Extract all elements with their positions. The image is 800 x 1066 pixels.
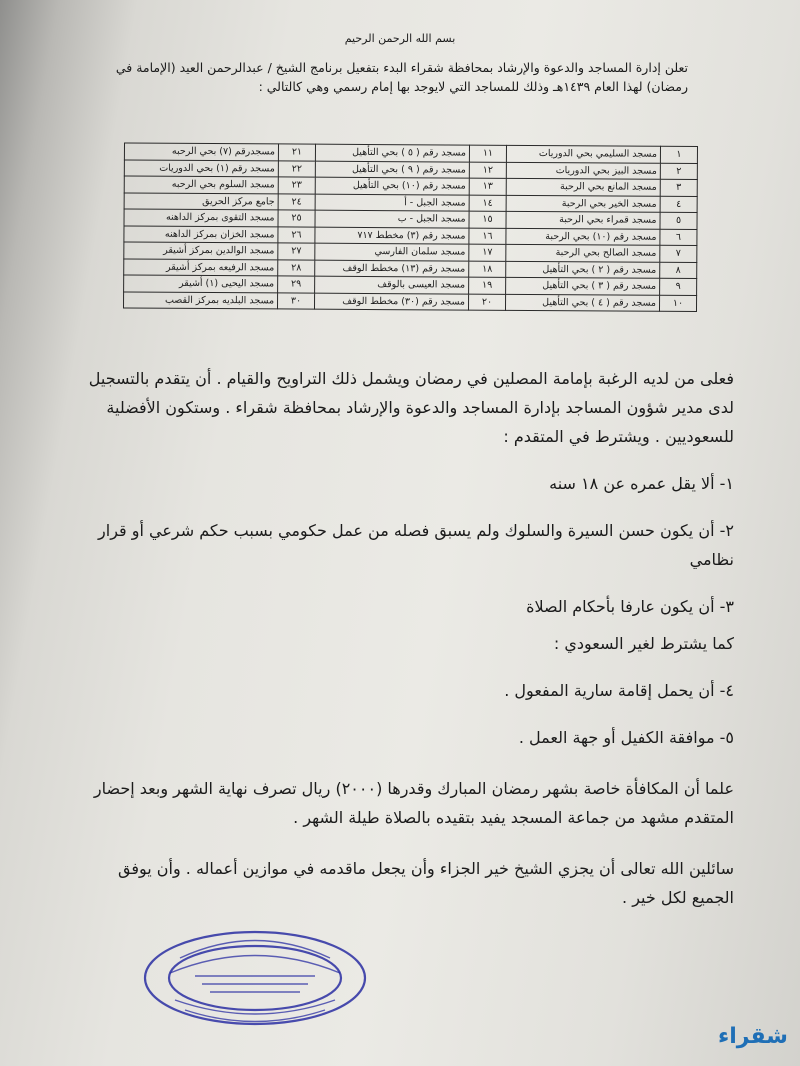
mosque-name-cell: مسجد اليحيى (١) أشيقر — [124, 275, 278, 292]
mosque-number-cell: ١٩ — [469, 277, 506, 294]
mosque-name-cell: مسجدرقم (٧) بحي الرحبه — [124, 143, 278, 160]
mosque-name-cell: جامع مركز الحريق — [124, 192, 278, 209]
mosque-number-cell: ٢١ — [278, 144, 315, 161]
mosque-name-cell: مسجد رقم (١٠) بحي التأهيل — [315, 177, 469, 194]
table-row — [123, 291, 696, 311]
mosque-name-cell: مسجد رقم (١٣) مخطط الوقف — [315, 260, 469, 277]
mosque-number-cell: ١٣ — [469, 178, 506, 195]
mosque-name-cell: مسجد رقم ( ٤ ) بحي التأهيل — [505, 294, 659, 311]
mosque-number-cell: ١٨ — [469, 261, 506, 278]
closing-paragraph: سائلين الله تعالى أن يجزي الشيخ خير الجزاء وأن يجعل ماقدمه في موازين أعماله . وأن يوفق الجميع لكل خير . — [117, 859, 734, 907]
mosque-number-cell: ٢٣ — [278, 177, 315, 194]
mosque-number-cell: ٣٠ — [277, 292, 314, 309]
mosque-number-cell: ٢٨ — [278, 259, 315, 276]
mosque-number-cell: ٢٥ — [278, 210, 315, 227]
mosque-number-cell: ٦ — [660, 229, 697, 246]
mosque-number-cell: ١١ — [469, 145, 506, 162]
announcement-intro: تعلن إدارة المساجد والدعوة والإرشاد بمحافظة شقراء البدء بتفعيل برنامج الشيخ / عبدالرحمن العيد (الإمامة في رمضان) لهذا العام ١٤٣٩هـ وذلك للمساجد التي لايوجد بها إمام رسمي وهي كالتالي : — [115, 60, 688, 94]
mosque-name-cell: مسجد رقم ( ٣ ) بحي التأهيل — [506, 277, 660, 294]
condition-sponsor-approval: ٥- موافقة الكفيل أو جهة العمل . — [518, 728, 734, 747]
condition-age: ١- ألا يقل عمره عن ١٨ سنه — [549, 474, 734, 493]
mosque-name-cell: مسجد السليمي بحي الدوريات — [506, 145, 660, 162]
mosque-number-cell: ١ — [660, 146, 697, 163]
mosque-name-cell: مسجد العيسى بالوقف — [315, 276, 469, 293]
mosque-name-cell: مسجد الصالح بحي الرحبة — [506, 244, 660, 261]
mosque-number-cell: ٣ — [660, 179, 697, 196]
mosque-number-cell: ٢٧ — [278, 243, 315, 260]
ministry-seal-stamp-icon — [140, 928, 370, 1028]
mosque-name-cell: مسجد الرفيعه بمركز أشيقر — [124, 258, 278, 275]
mosque-name-cell: مسجد رقم (١٠) بحي الرحبة — [506, 228, 660, 245]
mosque-name-cell: مسجد السلوم بحي الرحبه — [124, 176, 278, 193]
bismillah-heading: بسم الله الرحمن الرحيم — [344, 32, 456, 45]
mosque-number-cell: ١٢ — [469, 162, 506, 179]
mosques-table — [123, 142, 698, 312]
mosque-name-cell: مسجد رقم ( ٢ ) بحي التأهيل — [506, 261, 660, 278]
mosque-number-cell: ١٧ — [469, 244, 506, 261]
condition-prayer-knowledge: ٣- أن يكون عارفا بأحكام الصلاة — [526, 597, 734, 616]
mosque-number-cell: ٢٦ — [278, 226, 315, 243]
mosque-name-cell: مسجد الخير بحي الرحبة — [506, 195, 660, 212]
mosque-number-cell: ٢٠ — [468, 294, 505, 311]
mosque-name-cell: مسجد رقم (١) بحي الدوريات — [124, 159, 278, 176]
mosque-number-cell: ٢٩ — [278, 276, 315, 293]
mosque-name-cell: مسجد البيز بحي الدوريات — [506, 162, 660, 179]
mosque-number-cell: ١٥ — [469, 211, 506, 228]
mosque-name-cell: مسجد الخزان بمركز الداهنه — [124, 225, 278, 242]
registration-paragraph: فعلى من لديه الرغبة بإمامة المصلين في رمضان ويشمل ذلك التراويح والقيام . أن يتقدم بالتسجيل لدى مدير شؤون المساجد بإدارة المساجد والدعوة والإرشاد بمحافظة شقراء . وستكون الأفضلية للسعوديين . ويشترط في المتقدم : — [88, 369, 734, 446]
mosque-name-cell: مسجد رقم ( ٩ ) بحي التأهيل — [315, 161, 469, 178]
mosque-number-cell: ٢ — [660, 163, 697, 180]
mosque-number-cell: ٥ — [660, 212, 697, 229]
mosque-number-cell: ١٦ — [469, 228, 506, 245]
non-saudi-heading: كما يشترط لغير السعودي : — [553, 634, 734, 653]
reward-paragraph: علما أن المكافأة خاصة بشهر رمضان المبارك وقدرها (٢٠٠٠) ريال تصرف نهاية الشهر وبعد إحضار المتقدم مشهد من جماعة المسجد يفيد بتقيده بالصلاة طيلة الشهر . — [93, 779, 734, 827]
mosque-number-cell: ١٤ — [469, 195, 506, 212]
mosque-name-cell: مسجد المانع بحي الرحبة — [506, 178, 660, 195]
condition-residency: ٤- أن يحمل إقامة سارية المفعول . — [504, 681, 734, 700]
condition-conduct: ٢- أن يكون حسن السيرة والسلوك ولم يسبق فصله من عمل حكومي بسبب حكم شرعي أو قرار نظامي — [98, 521, 734, 569]
mosque-name-cell: مسجد البلديه بمركز القصب — [123, 291, 277, 308]
mosque-name-cell: مسجد رقم (٣) مخطط ٧١٧ — [315, 227, 469, 244]
mosque-number-cell: ٩ — [660, 278, 697, 295]
mosque-number-cell: ٤ — [660, 196, 697, 213]
announcement-body — [84, 364, 734, 912]
mosque-number-cell: ٨ — [660, 262, 697, 279]
mosque-name-cell: مسجد الجبل - أ — [315, 194, 469, 211]
mosque-name-cell: مسجد التقوى بمركز الداهنه — [124, 209, 278, 226]
mosque-number-cell: ٢٢ — [278, 160, 315, 177]
mosque-name-cell: مسجد رقم (٣٠) مخطط الوقف — [314, 293, 468, 310]
mosque-number-cell: ٢٤ — [278, 193, 315, 210]
mosque-name-cell: مسجد رقم ( ٥ ) بحي التأهيل — [315, 144, 469, 161]
mosque-number-cell: ١٠ — [659, 295, 696, 312]
mosque-name-cell: مسجد قمراء بحي الرحبة — [506, 211, 660, 228]
shaqra-logo-icon: شقراء — [718, 1024, 788, 1049]
mosque-name-cell: مسجد الجبل - ب — [315, 210, 469, 227]
mosque-name-cell: مسجد الوالدين بمركز أشيقر — [124, 242, 278, 259]
mosque-name-cell: مسجد سلمان الفارسي — [315, 243, 469, 260]
mosque-number-cell: ٧ — [660, 245, 697, 262]
